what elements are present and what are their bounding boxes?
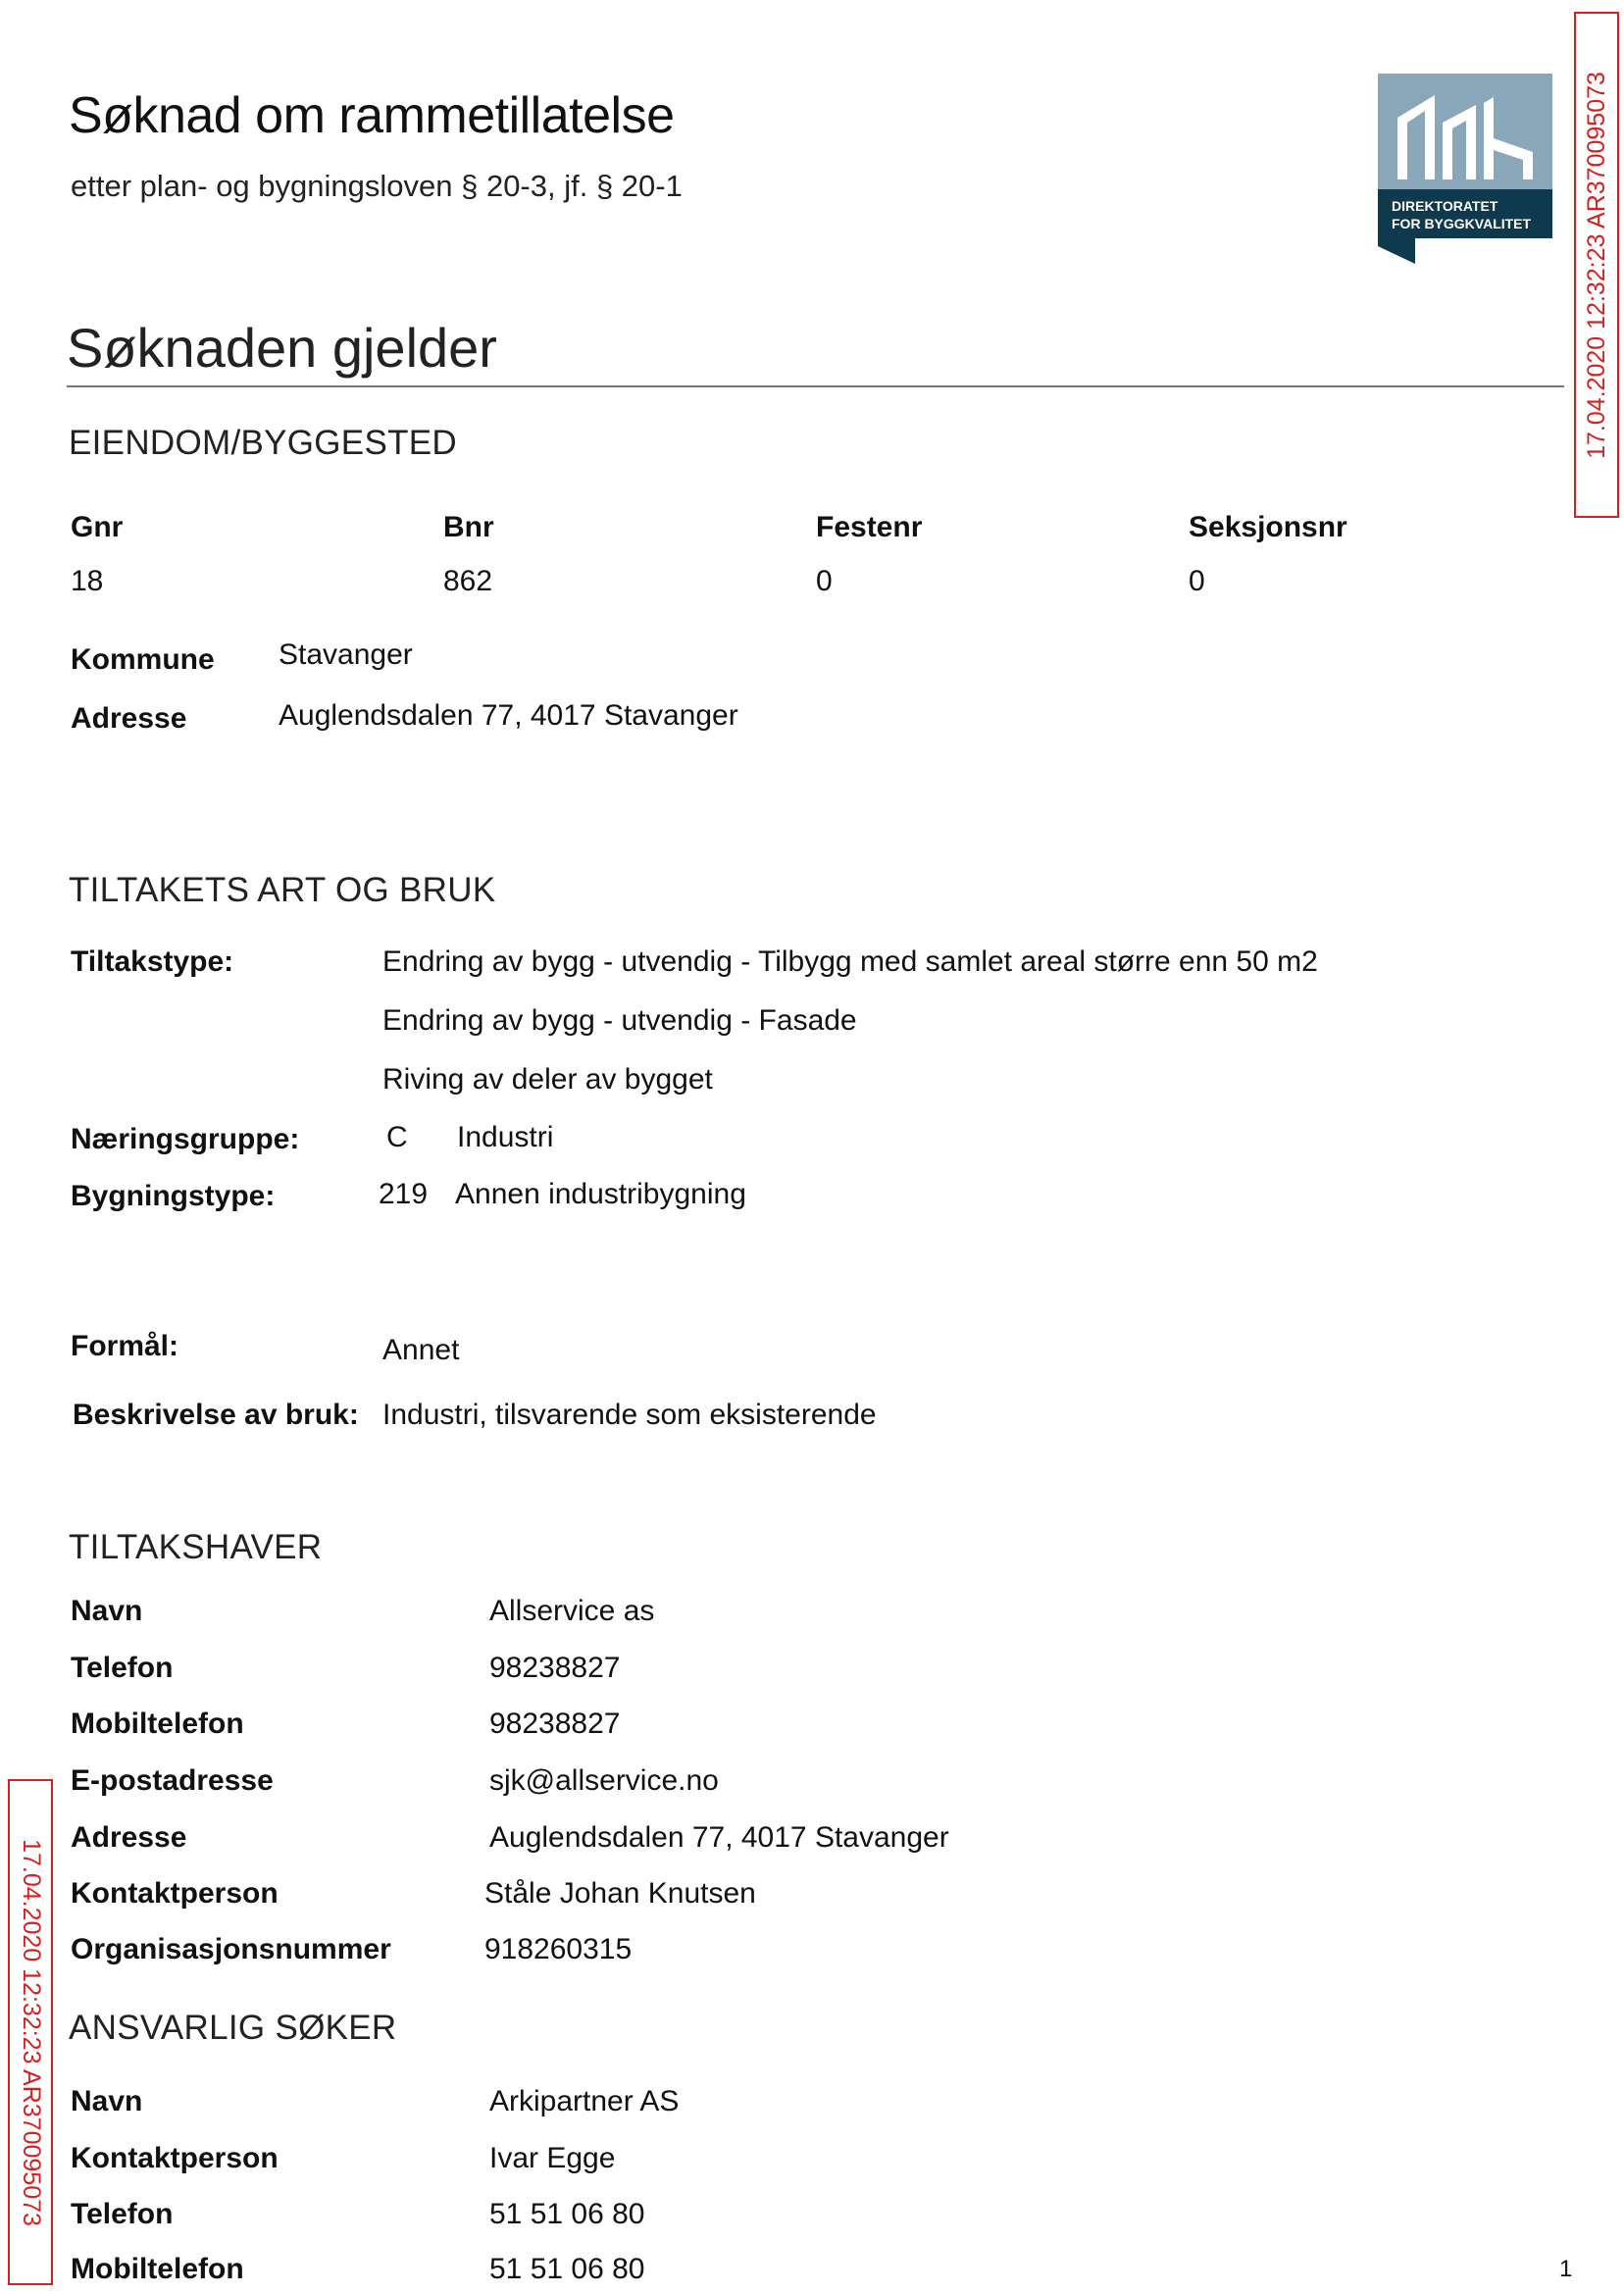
- heading-divider: [67, 385, 1564, 387]
- main-heading: Søknaden gjelder: [67, 317, 497, 379]
- tiltakshaver-epost-value: sjk@allservice.no: [489, 1764, 719, 1797]
- festenr-value: 0: [816, 565, 833, 597]
- formal-value: Annet: [382, 1334, 460, 1366]
- tiltakstype-label: Tiltakstype:: [71, 945, 234, 978]
- ansvarlig-mobil-label: Mobiltelefon: [71, 2253, 244, 2285]
- ansvarlig-kontakt-label: Kontaktperson: [71, 2142, 279, 2174]
- receipt-stamp: [8, 1779, 53, 2285]
- tiltakshaver-navn-label: Navn: [71, 1595, 143, 1627]
- page-subtitle: etter plan- og bygningsloven § 20-3, jf. § 20-1: [71, 169, 683, 203]
- receipt-stamp: [1574, 12, 1619, 518]
- tiltakshaver-orgnr-label: Organisasjonsnummer: [71, 1933, 391, 1965]
- receipt-stamp-text: 17.04.2020 12:32:23 AR370095073: [1582, 71, 1610, 459]
- ansvarlig-mobil-value: 51 51 06 80: [489, 2253, 645, 2285]
- section-heading-tiltak: TILTAKETS ART OG BRUK: [69, 871, 496, 909]
- kommune-label: Kommune: [71, 643, 215, 676]
- tiltakshaver-kontakt-value: Ståle Johan Knutsen: [484, 1877, 756, 1910]
- adresse-label: Adresse: [71, 702, 187, 735]
- ansvarlig-navn-value: Arkipartner AS: [489, 2085, 680, 2117]
- ansvarlig-navn-label: Navn: [71, 2085, 143, 2117]
- tiltakstype-item: Endring av bygg - utvendig - Fasade: [382, 1004, 857, 1037]
- section-heading-eiendom: EIENDOM/BYGGESTED: [69, 424, 457, 462]
- naeringsgruppe-value: Industri: [457, 1121, 554, 1153]
- tiltakshaver-telefon-value: 98238827: [489, 1652, 621, 1684]
- tiltakshaver-adresse-label: Adresse: [71, 1821, 187, 1854]
- page-title: Søknad om rammetillatelse: [69, 87, 675, 144]
- tiltakshaver-mobil-value: 98238827: [489, 1708, 621, 1740]
- adresse-value: Auglendsdalen 77, 4017 Stavanger: [279, 699, 738, 732]
- logo-text-2: FOR BYGGKVALITET: [1392, 216, 1532, 231]
- tiltakshaver-adresse-value: Auglendsdalen 77, 4017 Stavanger: [489, 1821, 949, 1854]
- ansvarlig-telefon-value: 51 51 06 80: [489, 2198, 645, 2230]
- gnr-value: 18: [71, 565, 104, 597]
- tiltakshaver-mobil-label: Mobiltelefon: [71, 1708, 244, 1740]
- page-number: 1: [1559, 2256, 1573, 2282]
- bnr-value: 862: [443, 565, 493, 597]
- tiltakstype-item: Endring av bygg - utvendig - Tilbygg med samlet areal større enn 50 m2: [382, 945, 1318, 978]
- beskrivelse-label: Beskrivelse av bruk:: [73, 1399, 359, 1431]
- dibk-logo: [1378, 74, 1552, 264]
- tiltakshaver-telefon-label: Telefon: [71, 1652, 174, 1684]
- tiltakshaver-navn-value: Allservice as: [489, 1595, 655, 1627]
- logo-text-1: DIREKTORATET: [1392, 198, 1498, 214]
- receipt-stamp-text: 17.04.2020 12:32:23 AR370095073: [17, 1838, 45, 2226]
- col-header-bnr: Bnr: [443, 511, 494, 543]
- beskrivelse-value: Industri, tilsvarende som eksisterende: [382, 1399, 877, 1431]
- tiltakshaver-orgnr-value: 918260315: [484, 1933, 633, 1965]
- col-header-seksjonsnr: Seksjonsnr: [1189, 511, 1347, 543]
- kommune-value: Stavanger: [279, 638, 413, 671]
- formal-label: Formål:: [71, 1330, 179, 1362]
- tiltakshaver-epost-label: E-postadresse: [71, 1764, 274, 1797]
- ansvarlig-kontakt-value: Ivar Egge: [489, 2142, 616, 2174]
- section-heading-tiltakshaver: TILTAKSHAVER: [69, 1528, 323, 1566]
- col-header-gnr: Gnr: [71, 511, 124, 543]
- tiltakstype-item: Riving av deler av bygget: [382, 1063, 713, 1096]
- ansvarlig-telefon-label: Telefon: [71, 2198, 174, 2230]
- naeringsgruppe-code: C: [386, 1121, 408, 1153]
- bygningstype-label: Bygningstype:: [71, 1180, 276, 1212]
- col-header-festenr: Festenr: [816, 511, 923, 543]
- naeringsgruppe-label: Næringsgruppe:: [71, 1123, 300, 1155]
- tiltakshaver-kontakt-label: Kontaktperson: [71, 1877, 279, 1910]
- bygningstype-code: 219: [379, 1178, 429, 1210]
- section-heading-ansvarlig: ANSVARLIG SØKER: [69, 2009, 397, 2047]
- bygningstype-value: Annen industribygning: [455, 1178, 746, 1210]
- seksjonsnr-value: 0: [1189, 565, 1205, 597]
